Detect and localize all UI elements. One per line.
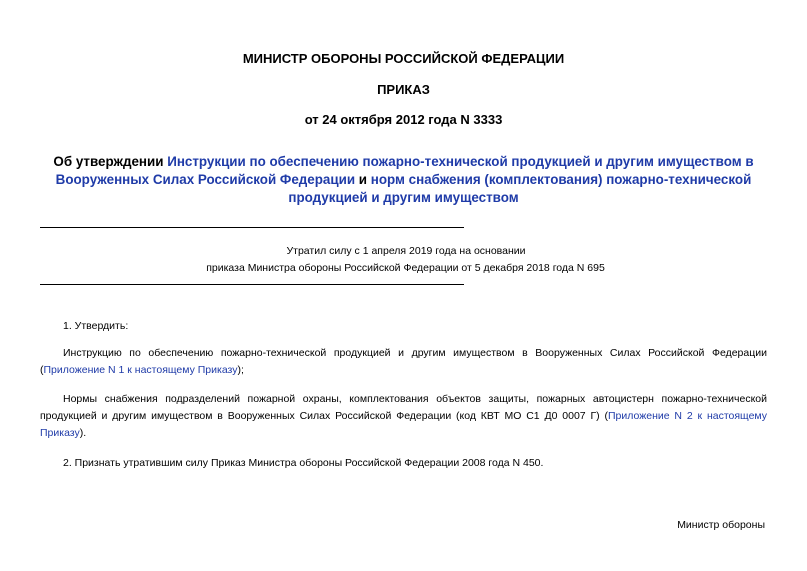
repeal-note-line1: Утратил силу с 1 апреля 2019 года на основании <box>286 245 526 257</box>
doc-date-number: от 24 октября 2012 года N 3333 <box>304 112 503 127</box>
paragraph-approve: 1. Утвердить: <box>63 320 129 332</box>
repeal-note-line2: приказа Министра обороны Российской Федерации от 5 декабря 2018 года N 695 <box>206 262 605 274</box>
paragraph-repeal: 2. Признать утратившим силу Приказ Министра обороны Российской Федерации 2008 года N 450. <box>63 457 544 469</box>
ministry-heading: МИНИСТР ОБОРОНЫ РОССИЙСКОЙ ФЕДЕРАЦИИ <box>242 51 565 66</box>
paragraph-instruction <box>40 345 767 379</box>
title-prefix: Об утверждении <box>53 154 168 169</box>
paragraph-norms-text: Нормы снабжения подразделений пожарной охраны, комплектования объектов защиты, пожарных автоцистерн пожарно-технической продукцией и другим имуществом в Вооруженных Силах Российской Федерации (код КВТ МО С1 Д0 0007 Г) ( <box>40 393 767 422</box>
norms-link[interactable]: норм снабжения (комплектования) пожарно-технической продукцией и другим имуществом <box>288 172 752 205</box>
document-title <box>50 153 757 207</box>
divider-top <box>40 227 464 228</box>
doc-type-heading: ПРИКАЗ <box>377 82 430 97</box>
divider-bottom <box>40 284 464 285</box>
paragraph-instruction-end: ); <box>237 364 244 376</box>
paragraph-norms-end: ). <box>79 427 87 439</box>
instruction-link[interactable]: Инструкции по обеспечению пожарно-технической продукцией и другим имуществом в Вооруженных Силах Российской Федерации <box>55 154 754 187</box>
appendix-1-link[interactable]: Приложение N 1 к настоящему Приказу <box>43 364 238 376</box>
appendix-2-link[interactable]: Приложение N 2 к настоящему Приказу <box>40 410 768 439</box>
signature-title: Министр обороны <box>677 519 765 531</box>
paragraph-instruction-text: Инструкцию по обеспечению пожарно-технической продукцией и другим имуществом в Вооруженных Силах Российской Федерации ( <box>40 347 767 376</box>
paragraph-norms <box>40 391 767 442</box>
title-middle: и <box>355 172 371 187</box>
